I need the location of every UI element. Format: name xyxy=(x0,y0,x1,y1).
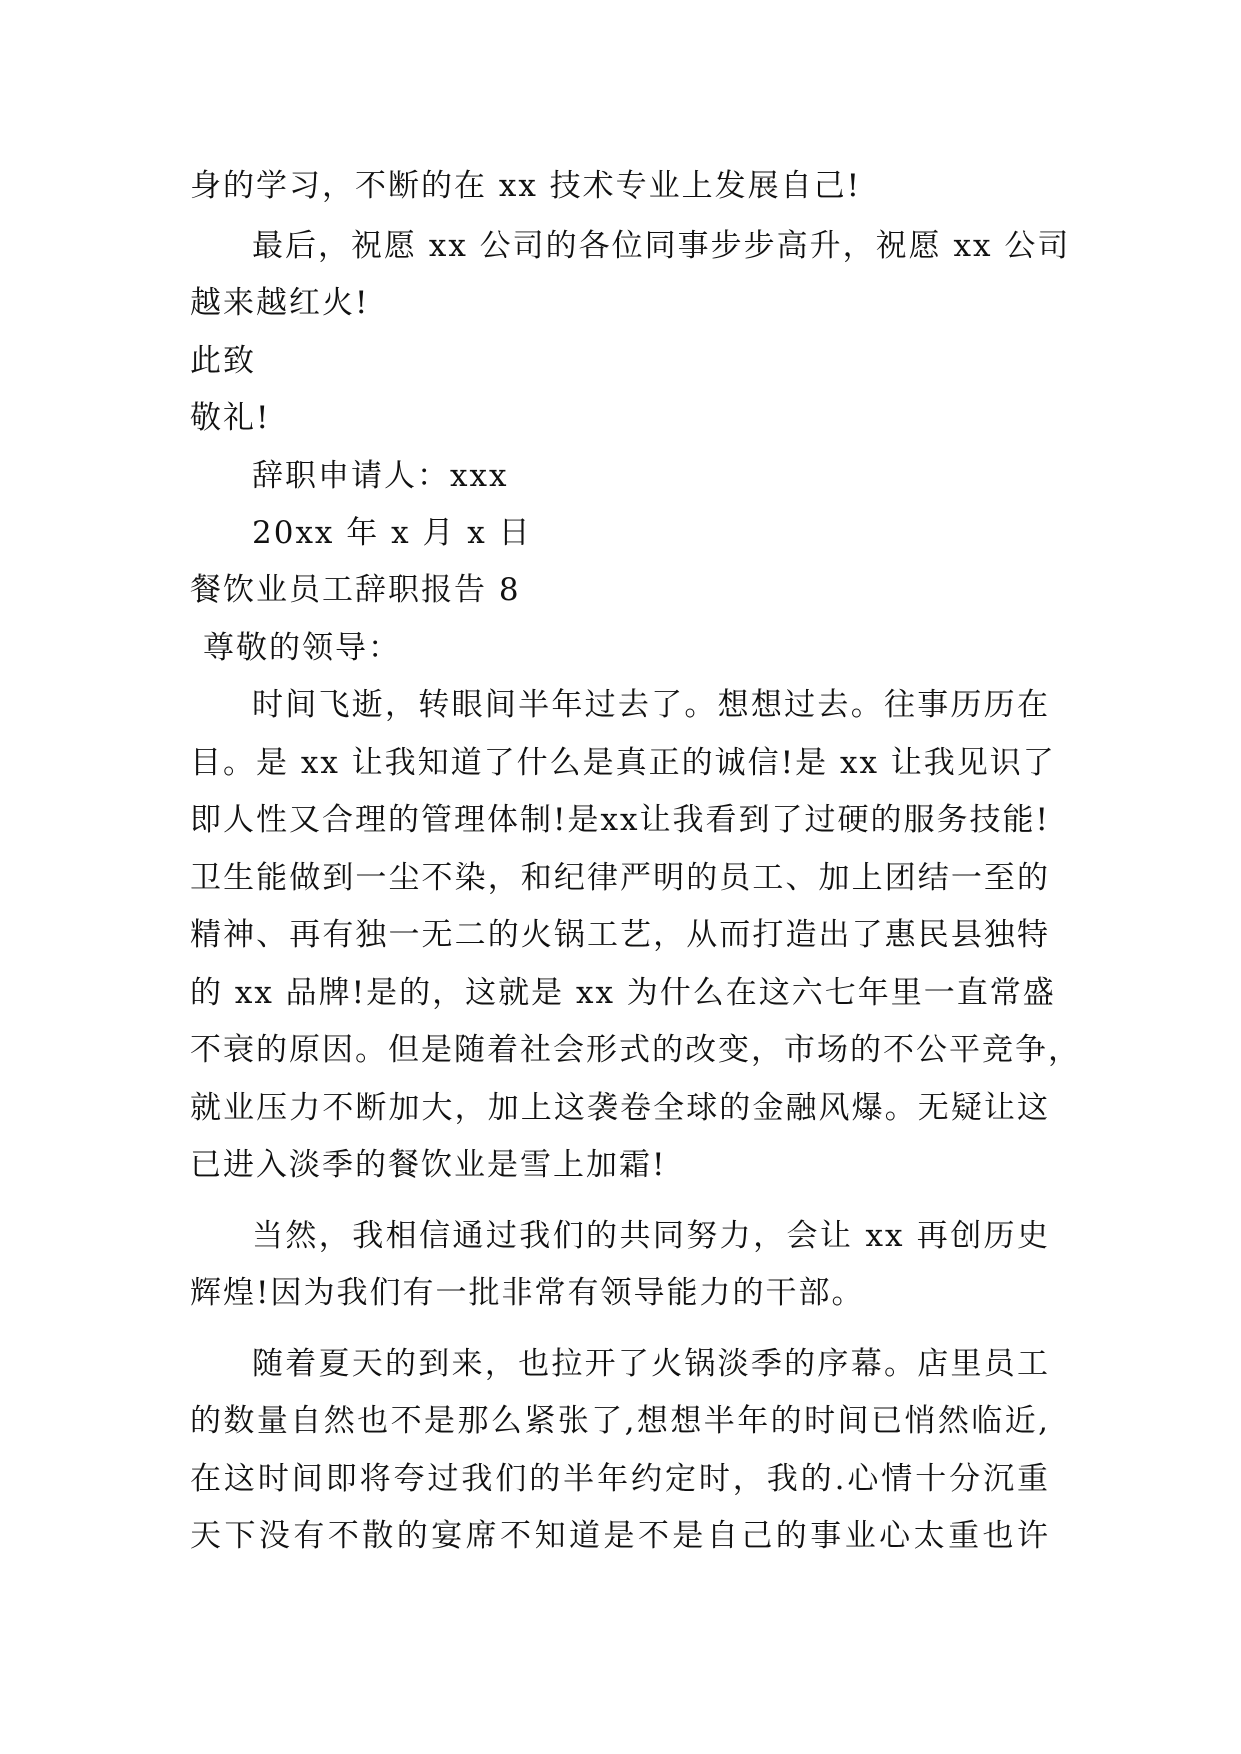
text-line: 随着夏天的到来，也拉开了火锅淡季的序幕。店里员工 xyxy=(252,1346,1050,1382)
text-line: 就业压力不断加大，加上这袭卷全球的金融风爆。无疑让这 xyxy=(190,1090,1050,1126)
text-line: 的数量自然也不是那么紧张了,想想半年的时间已悄然临近, xyxy=(190,1403,1050,1439)
text-line: 目。是 xx 让我知道了什么是真正的诚信!是 xx 让我见识了 xyxy=(190,745,1056,781)
section-heading: 餐饮业员工辞职报告 8 xyxy=(190,572,521,608)
text-line: 已进入淡季的餐饮业是雪上加霜! xyxy=(190,1147,667,1183)
text-line: 即人性又合理的管理体制!是xx让我看到了过硬的服务技能! xyxy=(190,802,1050,838)
salutation-closing: 敬礼! xyxy=(190,400,271,436)
text-line: 身的学习，不断的在 xx 技术专业上发展自己! xyxy=(190,168,862,204)
text-line: 时间飞逝，转眼间半年过去了。想想过去。往事历历在 xyxy=(252,687,1050,723)
text-line: 当然，我相信通过我们的共同努力，会让 xx 再创历史 xyxy=(252,1218,1050,1254)
text-line: 最后，祝愿 xx 公司的各位同事步步高升，祝愿 xx 公司 xyxy=(252,228,1071,264)
text-line: 精神、再有独一无二的火锅工艺，从而打造出了惠民县独特 xyxy=(190,917,1050,953)
text-line: 不衰的原因。但是随着社会形式的改变，市场的不公平竞争， xyxy=(190,1032,1081,1068)
signature-date: 20xx 年 x 月 x 日 xyxy=(252,515,532,551)
text-line: 辉煌!因为我们有一批非常有领导能力的干部。 xyxy=(190,1275,865,1311)
closing-phrase: 此致 xyxy=(190,343,256,379)
text-line: 在这时间即将夸过我们的半年约定时，我的.心情十分沉重 xyxy=(190,1461,1050,1497)
letter-greeting: 尊敬的领导： xyxy=(203,630,401,666)
signature-applicant: 辞职申请人：xxx xyxy=(252,458,509,494)
text-line: 天下没有不散的宴席不知道是不是自己的事业心太重也许 xyxy=(190,1518,1050,1554)
text-line: 卫生能做到一尘不染，和纪律严明的员工、加上团结一至的 xyxy=(190,860,1050,896)
text-line: 越来越红火! xyxy=(190,285,370,321)
text-line: 的 xx 品牌!是的，这就是 xx 为什么在这六七年里一直常盛 xyxy=(190,975,1056,1011)
